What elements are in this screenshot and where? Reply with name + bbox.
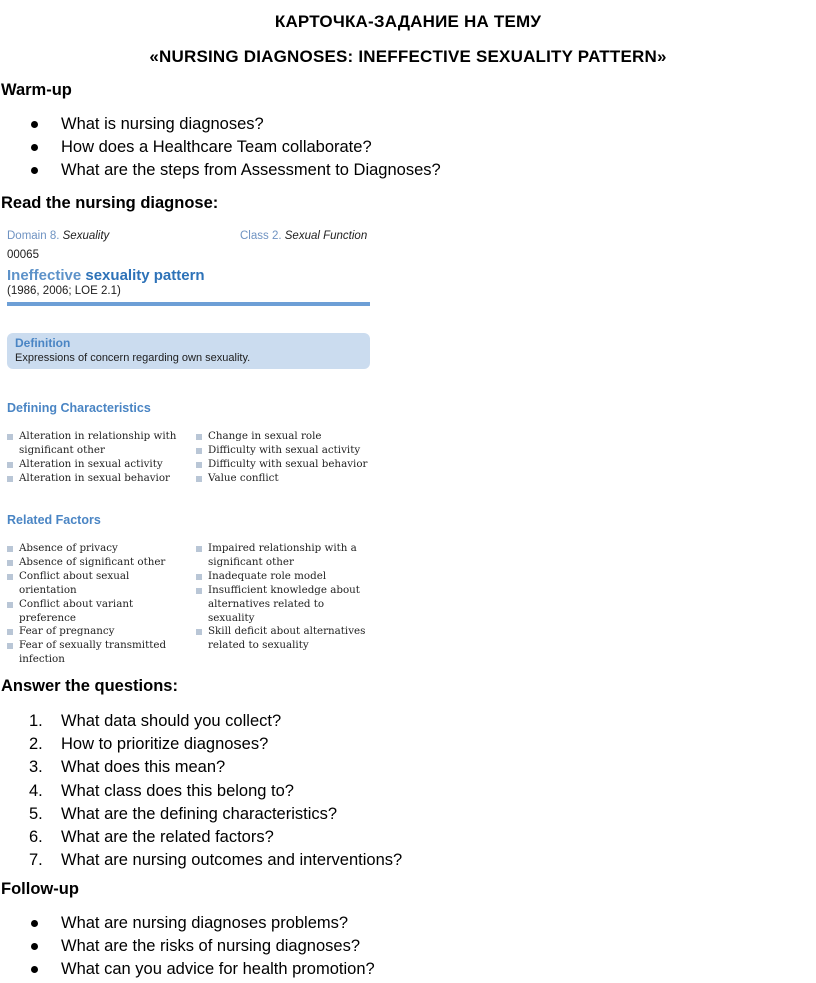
warmup-list	[0, 113, 441, 183]
list-item: 3. What does this mean?	[29, 758, 226, 777]
definition-box	[7, 333, 370, 369]
related-factors-left	[7, 542, 185, 667]
square-bullet-icon	[7, 434, 13, 440]
read-heading: Read the nursing diagnose:	[1, 194, 219, 212]
square-bullet-icon	[196, 588, 202, 594]
diagnosis-name: Ineffective sexuality pattern	[7, 267, 205, 284]
related-factors-right	[196, 542, 372, 653]
list-item: 5. What are the defining characteristics?	[29, 804, 338, 823]
list-item: What is nursing diagnoses?	[0, 113, 441, 136]
worksheet-title-line1: КАРТОЧКА-ЗАДАНИЕ НА ТЕМУ	[274, 12, 542, 31]
diagnosis-excerpt	[7, 226, 372, 666]
warmup-heading: Warm-up	[1, 81, 72, 99]
list-item: Conflict about variant preference	[7, 598, 185, 626]
list-item: 1. What data should you collect?	[29, 712, 282, 730]
list-item: What are the steps from Assessment to Diagnoses?	[0, 159, 441, 182]
square-bullet-icon	[7, 602, 13, 608]
list-item: Change in sexual role	[196, 430, 372, 444]
list-item: 6. What are the related factors?	[29, 827, 274, 846]
square-bullet-icon	[7, 560, 13, 566]
list-item: Fear of sexually transmitted infection	[7, 639, 185, 667]
square-bullet-icon	[196, 546, 202, 552]
list-item: What are the risks of nursing diagnoses?	[0, 935, 375, 958]
bullet-icon	[31, 144, 38, 151]
list-item: Alteration in relationship with significant other	[7, 430, 187, 458]
diagnosis-year-loe: (1986, 2006; LOE 2.1)	[7, 285, 121, 297]
defining-characteristics-heading: Defining Characteristics	[7, 401, 151, 415]
list-item: How does a Healthcare Team collaborate?	[0, 136, 441, 159]
divider	[7, 302, 370, 306]
square-bullet-icon	[7, 546, 13, 552]
bullet-icon	[31, 943, 38, 950]
diagnosis-code: 00065	[7, 249, 39, 261]
list-item: What can you advice for health promotion?	[0, 958, 375, 981]
square-bullet-icon	[7, 462, 13, 468]
list-item: Insufficient knowledge about alternatives related to sexuality	[196, 584, 372, 626]
square-bullet-icon	[7, 574, 13, 580]
bullet-icon	[31, 167, 38, 174]
list-item: Absence of significant other	[7, 556, 185, 570]
answer-questions-list	[0, 710, 402, 872]
square-bullet-icon	[196, 574, 202, 580]
list-item: Absence of privacy	[7, 542, 185, 556]
list-item: Value conflict	[196, 472, 372, 486]
worksheet-title-line2: «NURSING DIAGNOSES: INEFFECTIVE SEXUALITY PATTERN»	[149, 47, 667, 66]
list-item: Difficulty with sexual behavior	[196, 458, 372, 472]
answer-heading: Answer the questions:	[1, 677, 178, 695]
definition-text: Expressions of concern regarding own sexuality.	[15, 352, 251, 364]
list-item: Skill deficit about alternatives related to sexuality	[196, 625, 372, 653]
list-item: 2. How to prioritize diagnoses?	[29, 735, 269, 754]
list-item: Fear of pregnancy	[7, 625, 185, 639]
square-bullet-icon	[196, 629, 202, 635]
followup-heading: Follow-up	[1, 880, 79, 898]
bullet-icon	[31, 966, 38, 973]
bullet-icon	[31, 920, 38, 927]
list-item: Alteration in sexual activity	[7, 458, 187, 472]
bullet-icon	[31, 121, 38, 128]
defining-characteristics-left	[7, 430, 187, 486]
followup-list	[0, 912, 375, 982]
class-line: Class 2. Sexual Function	[240, 230, 368, 242]
square-bullet-icon	[196, 462, 202, 468]
definition-heading: Definition	[15, 336, 71, 350]
list-item: 4. What class does this belong to?	[29, 781, 294, 800]
square-bullet-icon	[7, 629, 13, 635]
list-item: Alteration in sexual behavior	[7, 472, 187, 486]
defining-characteristics-right	[196, 430, 372, 486]
square-bullet-icon	[7, 643, 13, 649]
list-item: Conflict about sexual orientation	[7, 570, 185, 598]
list-item: Impaired relationship with a significant other	[196, 542, 372, 570]
list-item: Difficulty with sexual activity	[196, 444, 372, 458]
domain-line: Domain 8. Sexuality	[7, 230, 110, 242]
list-item: What are nursing diagnoses problems?	[0, 912, 375, 935]
square-bullet-icon	[7, 476, 13, 482]
related-factors-heading: Related Factors	[7, 513, 101, 527]
list-item: 7. What are nursing outcomes and interventions?	[29, 851, 403, 870]
square-bullet-icon	[196, 476, 202, 482]
square-bullet-icon	[196, 448, 202, 454]
list-item: Inadequate role model	[196, 570, 372, 584]
square-bullet-icon	[196, 434, 202, 440]
